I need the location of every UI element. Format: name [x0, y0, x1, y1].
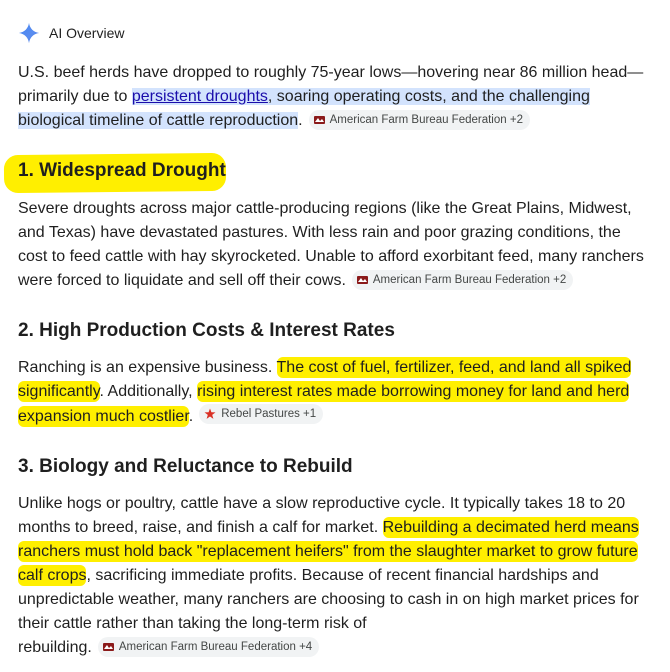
source-chip-drought[interactable] [352, 270, 573, 290]
biology-text-d: rebuilding. [18, 639, 92, 656]
afbf-logo-icon [314, 116, 325, 124]
intro-lead: U.S. beef herds have dropped to roughly 75-year lows—hovering near 86 million head—primarily due to [18, 64, 644, 105]
ai-overview-header [18, 20, 124, 46]
rebel-pastures-star-icon [204, 408, 216, 420]
ai-overview-title: AI Overview [49, 25, 125, 41]
source-chip-label: Rebel Pastures +1 [221, 408, 317, 420]
intro-end: . [298, 112, 303, 129]
persistent-droughts-link[interactable]: persistent droughts [131, 88, 268, 105]
source-chip-label: American Farm Bureau Federation +2 [329, 114, 523, 126]
source-chip-label: American Farm Bureau Federation +2 [372, 274, 567, 286]
sparkle-icon [18, 22, 40, 44]
biology-text-c: , sacrificing immediate profits. Because of recent financial hardships and unpredictable weather, many ranchers are choosing to cash in on high market prices for their cattle rather than taking the long-term risk of [18, 567, 639, 632]
source-chip-biology[interactable] [98, 637, 319, 657]
biology-text-a: Unlike hogs or poultry, cattle have a slow reproductive cycle. It typically takes 18 to 20 months to breed, raise, and finish a calf for market. [18, 495, 626, 536]
costs-highlight-1: The cost of fuel, fertilizer, feed, and land all spiked significantly [18, 359, 632, 400]
drought-text: Severe droughts across major cattle-producing regions (like the Great Plains, Midwest, and Texas) have devastated pastures. With less rain and poor grazing conditions, the cost to feed cattle with hay skyrocketed. Unable to afford exorbitant feed, many ranchers were forced to liquidate and sell off their cows. [18, 200, 644, 289]
source-chip-label: American Farm Bureau Federation +4 [118, 641, 313, 653]
costs-text-e: . [188, 408, 194, 425]
section-body-costs [18, 356, 654, 429]
intro-paragraph [18, 61, 648, 133]
afbf-logo-icon [103, 643, 114, 651]
section-heading-drought: 1. Widespread Drought [18, 160, 226, 181]
section-body-biology [18, 492, 656, 660]
intro-highlight-rest: , soaring operating costs, and the challenging biological timeline of cattle reproduction [18, 88, 590, 129]
section-body-drought [18, 197, 654, 293]
section-heading-costs: 2. High Production Costs & Interest Rates [18, 320, 395, 341]
source-chip-intro[interactable] [309, 110, 530, 130]
costs-highlight-2: rising interest rates made borrowing money for land and herd expansion much costlier [18, 383, 630, 425]
costs-text-a: Ranching is an expensive business. [18, 359, 277, 376]
source-chip-costs[interactable] [199, 404, 323, 424]
section-heading-biology: 3. Biology and Reluctance to Rebuild [18, 456, 353, 477]
afbf-logo-icon [357, 276, 368, 284]
costs-text-c: . Additionally, [99, 383, 198, 400]
biology-highlight: Rebuilding a decimated herd means ranchers must hold back "replacement heifers" from the slaughter market to grow future calf crops [18, 519, 639, 584]
